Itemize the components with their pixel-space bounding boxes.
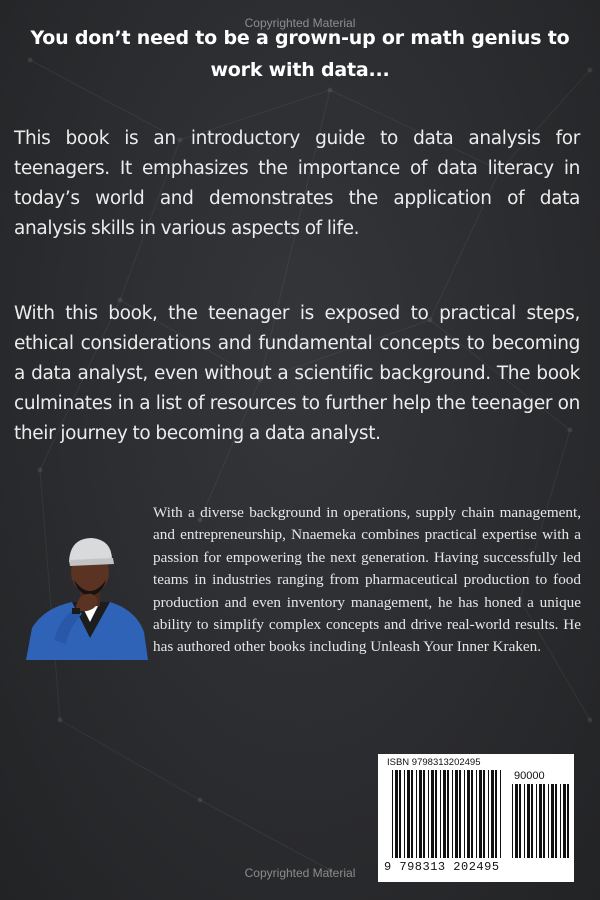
barcode-bar bbox=[495, 770, 497, 858]
isbn-digits: 9 798313 202495 bbox=[384, 860, 500, 874]
barcode-bar bbox=[459, 770, 461, 858]
description-paragraph-1: This book is an introductory guide to data analysis for teenagers. It emphasizes the importance of data literacy in today’s world and demonstrates the application of data analysis skills in various aspects of life. bbox=[14, 128, 580, 239]
barcode-bar bbox=[464, 770, 465, 858]
headline bbox=[20, 22, 580, 86]
barcode-bar bbox=[536, 784, 537, 858]
barcode-bar bbox=[560, 784, 561, 858]
watermark-top: Copyrighted Material bbox=[244, 16, 356, 30]
barcode-bar bbox=[519, 784, 521, 858]
barcode-bar bbox=[515, 784, 518, 858]
barcode-bar bbox=[435, 770, 437, 858]
isbn-barcode bbox=[378, 754, 574, 882]
barcode-bar bbox=[423, 770, 425, 858]
barcode-bar bbox=[476, 770, 477, 858]
barcode-bar bbox=[543, 784, 545, 858]
barcode-bar bbox=[539, 784, 542, 858]
barcode-bar bbox=[443, 770, 446, 858]
barcode-bar bbox=[567, 784, 569, 858]
barcode-bar bbox=[512, 784, 513, 858]
barcode-bar bbox=[491, 770, 494, 858]
barcode-bar bbox=[416, 770, 417, 858]
barcode-bar bbox=[419, 770, 422, 858]
barcode-bar bbox=[407, 770, 410, 858]
barcode-bar bbox=[452, 770, 453, 858]
barcode-bar bbox=[395, 770, 398, 858]
barcode-bar bbox=[431, 770, 434, 858]
barcode-bar bbox=[479, 770, 482, 858]
barcode-bar bbox=[404, 770, 405, 858]
barcode-bar bbox=[399, 770, 401, 858]
barcode-bar bbox=[531, 784, 533, 858]
author-photo bbox=[14, 510, 154, 660]
barcode-bar bbox=[500, 770, 501, 858]
watermark-bottom: Copyrighted Material bbox=[244, 866, 356, 880]
barcode-bar bbox=[524, 784, 525, 858]
barcode-bar bbox=[447, 770, 449, 858]
price-code: 90000 bbox=[514, 770, 545, 782]
barcode-bar bbox=[471, 770, 473, 858]
barcode-bar bbox=[392, 770, 393, 858]
headline-line-2: work with data... bbox=[210, 59, 390, 81]
isbn-label: ISBN 9798313202495 bbox=[387, 757, 481, 768]
barcode-bar bbox=[411, 770, 413, 858]
barcode-bar bbox=[488, 770, 489, 858]
barcode-bar bbox=[483, 770, 485, 858]
barcode-bar bbox=[428, 770, 429, 858]
description-paragraph-2: With this book, the teenager is exposed to practical steps, ethical considerations and fundamental concepts to becoming a data analyst, even without a scientific background. The book culminates in a list of resources to further help the teenager on their journey to becoming a data analyst. bbox=[14, 303, 580, 444]
barcode-bar bbox=[467, 770, 470, 858]
author-bio: With a diverse background in operations, supply chain management, and entrepreneurship, Nnaemeka combines practical expertise with a passion for empowering the next generation. Having successfully led teams in industries ranging from pharmaceutical production to food production and even inventory management, he has honed a unique ability to simplify complex concepts and drive real-world results. He has authored other books including Unleash Your Inner Kraken. bbox=[153, 504, 581, 656]
headline-line-1: You don’t need to be a grown-up or math genius to bbox=[30, 27, 570, 49]
barcode-bar bbox=[563, 784, 566, 858]
barcode-bar bbox=[527, 784, 530, 858]
barcode-bar bbox=[455, 770, 458, 858]
barcode-bar bbox=[548, 784, 549, 858]
barcode-bar bbox=[551, 784, 554, 858]
barcode-bar bbox=[555, 784, 557, 858]
barcode-bar bbox=[440, 770, 441, 858]
